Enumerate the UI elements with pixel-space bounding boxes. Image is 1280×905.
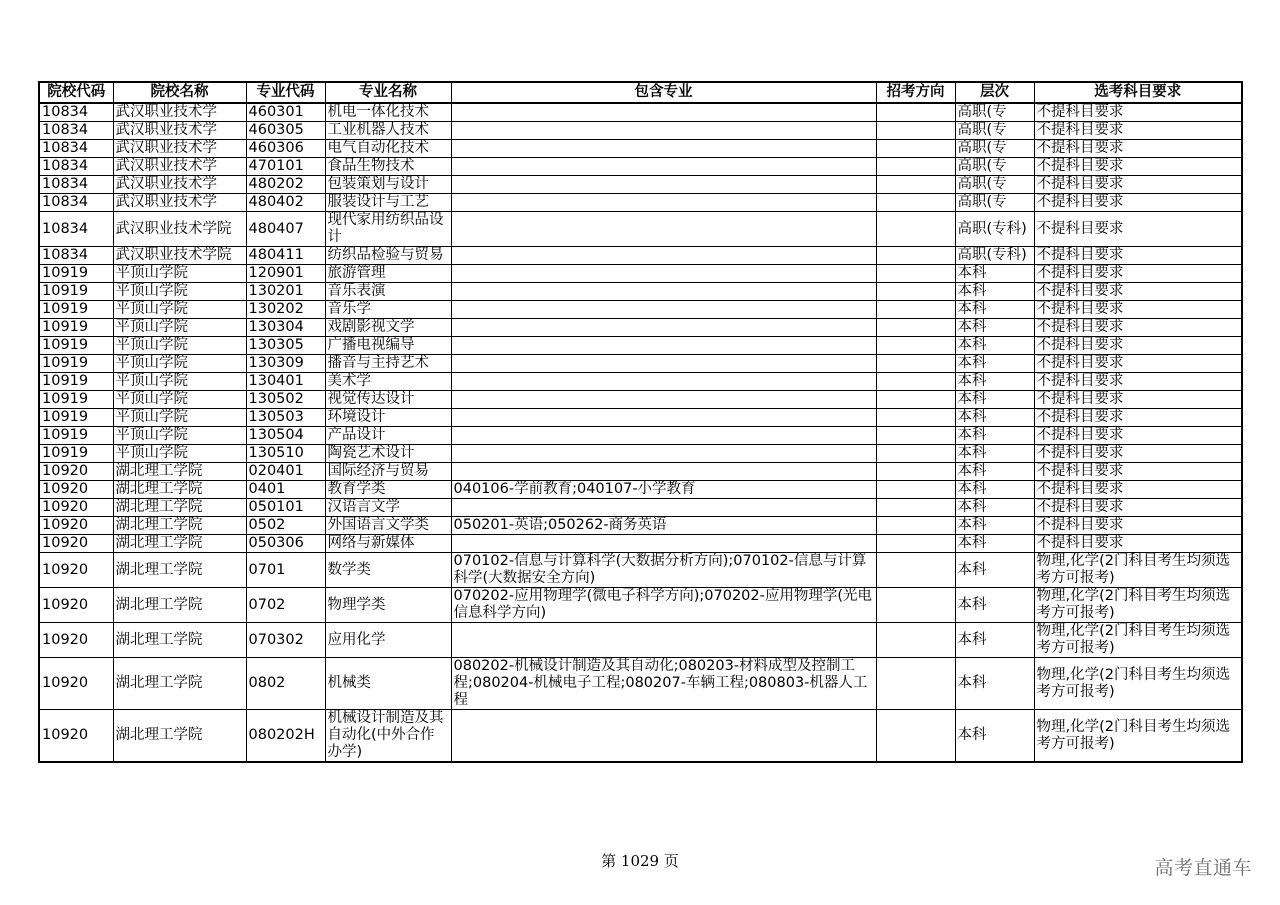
col-header-level: 层次: [955, 82, 1034, 103]
table-row: [39, 103, 1242, 122]
school-code-cell: 10919: [39, 409, 113, 427]
included-majors-cell: [451, 710, 876, 763]
major-code-cell: 070302: [246, 623, 325, 658]
subject-req-cell: 不提科目要求: [1034, 319, 1242, 337]
table-row: [39, 319, 1242, 337]
school-name-cell: 武汉职业技术学: [113, 103, 246, 122]
major-code-cell: 130401: [246, 373, 325, 391]
school-name-cell: 平顶山学院: [113, 301, 246, 319]
table-row: [39, 658, 1242, 710]
direction-cell: [876, 409, 955, 427]
school-code-cell: 10920: [39, 553, 113, 588]
level-cell: 高职(专: [955, 194, 1034, 212]
col-header-school-name: 院校名称: [113, 82, 246, 103]
major-code-cell: 130510: [246, 445, 325, 463]
school-code-cell: 10919: [39, 445, 113, 463]
included-majors-cell: [451, 301, 876, 319]
major-name-cell: 国际经济与贸易: [325, 463, 451, 481]
subject-req-cell: 不提科目要求: [1034, 463, 1242, 481]
direction-cell: [876, 212, 955, 247]
direction-cell: [876, 445, 955, 463]
table-row: [39, 481, 1242, 499]
col-header-major-code: 专业代码: [246, 82, 325, 103]
major-name-cell: 机械设计制造及其自动化(中外合作办学): [325, 710, 451, 763]
school-code-cell: 10834: [39, 212, 113, 247]
school-name-cell: 武汉职业技术学院: [113, 247, 246, 265]
included-majors-cell: [451, 176, 876, 194]
school-code-cell: 10920: [39, 658, 113, 710]
level-cell: 本科: [955, 319, 1034, 337]
school-name-cell: 武汉职业技术学院: [113, 212, 246, 247]
school-code-cell: 10834: [39, 194, 113, 212]
subject-req-cell: 物理,化学(2门科目考生均须选考方可报考): [1034, 710, 1242, 763]
page-number: 第 1029 页: [601, 852, 679, 870]
table-row: [39, 194, 1242, 212]
included-majors-cell: [451, 623, 876, 658]
table-row: [39, 265, 1242, 283]
major-name-cell: 广播电视编导: [325, 337, 451, 355]
included-majors-cell: [451, 391, 876, 409]
included-majors-cell: [451, 247, 876, 265]
major-code-cell: 0702: [246, 588, 325, 623]
direction-cell: [876, 337, 955, 355]
school-code-cell: 10920: [39, 588, 113, 623]
direction-cell: [876, 658, 955, 710]
table-row: [39, 588, 1242, 623]
included-majors-cell: [451, 283, 876, 301]
subject-req-cell: 不提科目要求: [1034, 158, 1242, 176]
subject-req-cell: 不提科目要求: [1034, 445, 1242, 463]
school-code-cell: 10919: [39, 319, 113, 337]
direction-cell: [876, 373, 955, 391]
direction-cell: [876, 553, 955, 588]
subject-req-cell: 不提科目要求: [1034, 373, 1242, 391]
major-name-cell: 戏剧影视文学: [325, 319, 451, 337]
subject-req-cell: 不提科目要求: [1034, 265, 1242, 283]
level-cell: 本科: [955, 445, 1034, 463]
school-name-cell: 湖北理工学院: [113, 535, 246, 553]
subject-req-cell: 不提科目要求: [1034, 481, 1242, 499]
included-majors-cell: [451, 355, 876, 373]
school-code-cell: 10834: [39, 140, 113, 158]
direction-cell: [876, 176, 955, 194]
included-majors-cell: 040106-学前教育;040107-小学教育: [451, 481, 876, 499]
included-majors-cell: [451, 103, 876, 122]
included-majors-cell: [451, 122, 876, 140]
level-cell: 本科: [955, 373, 1034, 391]
school-name-cell: 湖北理工学院: [113, 623, 246, 658]
level-cell: 本科: [955, 409, 1034, 427]
direction-cell: [876, 194, 955, 212]
major-name-cell: 纺织品检验与贸易: [325, 247, 451, 265]
major-code-cell: 480407: [246, 212, 325, 247]
major-name-cell: 教育学类: [325, 481, 451, 499]
level-cell: 本科: [955, 337, 1034, 355]
school-code-cell: 10834: [39, 176, 113, 194]
subject-req-cell: 不提科目要求: [1034, 517, 1242, 535]
school-name-cell: 湖北理工学院: [113, 553, 246, 588]
level-cell: 高职(专科): [955, 247, 1034, 265]
included-majors-cell: [451, 535, 876, 553]
school-code-cell: 10834: [39, 158, 113, 176]
major-name-cell: 音乐表演: [325, 283, 451, 301]
major-code-cell: 130504: [246, 427, 325, 445]
included-majors-cell: [451, 463, 876, 481]
school-name-cell: 湖北理工学院: [113, 710, 246, 763]
major-name-cell: 服装设计与工艺: [325, 194, 451, 212]
subject-req-cell: 物理,化学(2门科目考生均须选考方可报考): [1034, 553, 1242, 588]
included-majors-cell: 050201-英语;050262-商务英语: [451, 517, 876, 535]
included-majors-cell: 070102-信息与计算科学(大数据分析方向);070102-信息与计算科学(大数据安全方向): [451, 553, 876, 588]
table-row: [39, 553, 1242, 588]
subject-req-cell: 不提科目要求: [1034, 409, 1242, 427]
subject-req-cell: 不提科目要求: [1034, 247, 1242, 265]
included-majors-cell: [451, 337, 876, 355]
major-code-cell: 0502: [246, 517, 325, 535]
included-majors-cell: [451, 373, 876, 391]
school-name-cell: 平顶山学院: [113, 283, 246, 301]
included-majors-cell: 080202-机械设计制造及其自动化;080203-材料成型及控制工程;080204-机械电子工程;080207-车辆工程;080803-机器人工程: [451, 658, 876, 710]
major-code-cell: 120901: [246, 265, 325, 283]
table-row: [39, 247, 1242, 265]
included-majors-cell: 070202-应用物理学(微电子科学方向);070202-应用物理学(光电信息科学方向): [451, 588, 876, 623]
school-code-cell: 10834: [39, 122, 113, 140]
direction-cell: [876, 301, 955, 319]
school-code-cell: 10920: [39, 535, 113, 553]
school-code-cell: 10920: [39, 463, 113, 481]
direction-cell: [876, 710, 955, 763]
direction-cell: [876, 427, 955, 445]
subject-req-cell: 物理,化学(2门科目考生均须选考方可报考): [1034, 658, 1242, 710]
subject-req-cell: 不提科目要求: [1034, 194, 1242, 212]
major-name-cell: 应用化学: [325, 623, 451, 658]
level-cell: 本科: [955, 265, 1034, 283]
level-cell: 本科: [955, 463, 1034, 481]
school-name-cell: 武汉职业技术学: [113, 122, 246, 140]
subject-req-cell: 不提科目要求: [1034, 535, 1242, 553]
level-cell: 高职(专: [955, 140, 1034, 158]
direction-cell: [876, 103, 955, 122]
major-code-cell: 460305: [246, 122, 325, 140]
table-row: [39, 517, 1242, 535]
subject-req-cell: 不提科目要求: [1034, 337, 1242, 355]
school-code-cell: 10834: [39, 103, 113, 122]
table-row: [39, 283, 1242, 301]
school-name-cell: 平顶山学院: [113, 427, 246, 445]
included-majors-cell: [451, 409, 876, 427]
direction-cell: [876, 481, 955, 499]
major-code-cell: 130503: [246, 409, 325, 427]
level-cell: 本科: [955, 710, 1034, 763]
school-name-cell: 平顶山学院: [113, 337, 246, 355]
major-name-cell: 数学类: [325, 553, 451, 588]
major-name-cell: 电气自动化技术: [325, 140, 451, 158]
subject-req-cell: 不提科目要求: [1034, 122, 1242, 140]
major-name-cell: 播音与主持艺术: [325, 355, 451, 373]
major-code-cell: 130201: [246, 283, 325, 301]
table-row: [39, 373, 1242, 391]
major-name-cell: 视觉传达设计: [325, 391, 451, 409]
table-row: [39, 499, 1242, 517]
level-cell: 高职(专: [955, 103, 1034, 122]
level-cell: 本科: [955, 427, 1034, 445]
school-name-cell: 湖北理工学院: [113, 658, 246, 710]
major-name-cell: 物理学类: [325, 588, 451, 623]
admission-table: [38, 81, 1243, 763]
major-name-cell: 汉语言文学: [325, 499, 451, 517]
major-name-cell: 美术学: [325, 373, 451, 391]
included-majors-cell: [451, 212, 876, 247]
direction-cell: [876, 283, 955, 301]
major-code-cell: 130309: [246, 355, 325, 373]
table-row: [39, 463, 1242, 481]
table-row: [39, 445, 1242, 463]
major-name-cell: 旅游管理: [325, 265, 451, 283]
level-cell: 本科: [955, 517, 1034, 535]
col-header-direction: 招考方向: [876, 82, 955, 103]
direction-cell: [876, 588, 955, 623]
school-code-cell: 10919: [39, 373, 113, 391]
table-row: [39, 391, 1242, 409]
major-code-cell: 130305: [246, 337, 325, 355]
school-code-cell: 10834: [39, 247, 113, 265]
major-name-cell: 外国语言文学类: [325, 517, 451, 535]
level-cell: 本科: [955, 481, 1034, 499]
major-name-cell: 产品设计: [325, 427, 451, 445]
subject-req-cell: 不提科目要求: [1034, 391, 1242, 409]
level-cell: 本科: [955, 623, 1034, 658]
included-majors-cell: [451, 140, 876, 158]
table-row: [39, 122, 1242, 140]
major-code-cell: 480402: [246, 194, 325, 212]
school-code-cell: 10920: [39, 710, 113, 763]
major-code-cell: 080202H: [246, 710, 325, 763]
col-header-included-majors: 包含专业: [451, 82, 876, 103]
school-name-cell: 湖北理工学院: [113, 463, 246, 481]
major-code-cell: 470101: [246, 158, 325, 176]
major-name-cell: 音乐学: [325, 301, 451, 319]
table-row: [39, 301, 1242, 319]
level-cell: 高职(专: [955, 176, 1034, 194]
school-code-cell: 10920: [39, 623, 113, 658]
direction-cell: [876, 499, 955, 517]
major-name-cell: 包装策划与设计: [325, 176, 451, 194]
direction-cell: [876, 463, 955, 481]
subject-req-cell: 物理,化学(2门科目考生均须选考方可报考): [1034, 623, 1242, 658]
subject-req-cell: 不提科目要求: [1034, 301, 1242, 319]
school-code-cell: 10920: [39, 481, 113, 499]
included-majors-cell: [451, 265, 876, 283]
major-code-cell: 050101: [246, 499, 325, 517]
col-header-school-code: 院校代码: [39, 82, 113, 103]
subject-req-cell: 不提科目要求: [1034, 283, 1242, 301]
subject-req-cell: 不提科目要求: [1034, 355, 1242, 373]
school-name-cell: 平顶山学院: [113, 445, 246, 463]
major-code-cell: 130502: [246, 391, 325, 409]
major-code-cell: 0701: [246, 553, 325, 588]
major-name-cell: 食品生物技术: [325, 158, 451, 176]
subject-req-cell: 不提科目要求: [1034, 499, 1242, 517]
direction-cell: [876, 158, 955, 176]
table-row: [39, 176, 1242, 194]
level-cell: 本科: [955, 499, 1034, 517]
included-majors-cell: [451, 319, 876, 337]
school-name-cell: 平顶山学院: [113, 319, 246, 337]
school-name-cell: 湖北理工学院: [113, 481, 246, 499]
table-row: [39, 409, 1242, 427]
table-row: [39, 337, 1242, 355]
level-cell: 本科: [955, 355, 1034, 373]
school-code-cell: 10919: [39, 391, 113, 409]
table-row: [39, 710, 1242, 763]
school-name-cell: 武汉职业技术学: [113, 194, 246, 212]
table-row: [39, 158, 1242, 176]
level-cell: 本科: [955, 588, 1034, 623]
level-cell: 本科: [955, 391, 1034, 409]
direction-cell: [876, 517, 955, 535]
major-code-cell: 460306: [246, 140, 325, 158]
level-cell: 高职(专: [955, 122, 1034, 140]
level-cell: 本科: [955, 283, 1034, 301]
direction-cell: [876, 140, 955, 158]
direction-cell: [876, 391, 955, 409]
school-name-cell: 平顶山学院: [113, 265, 246, 283]
school-code-cell: 10919: [39, 265, 113, 283]
col-header-major-name: 专业名称: [325, 82, 451, 103]
school-code-cell: 10920: [39, 517, 113, 535]
school-name-cell: 湖北理工学院: [113, 499, 246, 517]
major-name-cell: 陶瓷艺术设计: [325, 445, 451, 463]
major-code-cell: 020401: [246, 463, 325, 481]
direction-cell: [876, 535, 955, 553]
direction-cell: [876, 355, 955, 373]
level-cell: 高职(专科): [955, 212, 1034, 247]
school-name-cell: 武汉职业技术学: [113, 158, 246, 176]
header-row: [39, 82, 1242, 103]
direction-cell: [876, 265, 955, 283]
major-code-cell: 480202: [246, 176, 325, 194]
major-code-cell: 130202: [246, 301, 325, 319]
included-majors-cell: [451, 427, 876, 445]
direction-cell: [876, 122, 955, 140]
subject-req-cell: 不提科目要求: [1034, 140, 1242, 158]
school-name-cell: 武汉职业技术学: [113, 176, 246, 194]
included-majors-cell: [451, 499, 876, 517]
table-row: [39, 140, 1242, 158]
major-name-cell: 机械类: [325, 658, 451, 710]
table-row: [39, 427, 1242, 445]
school-name-cell: 平顶山学院: [113, 409, 246, 427]
included-majors-cell: [451, 158, 876, 176]
major-name-cell: 现代家用纺织品设计: [325, 212, 451, 247]
table-body: [39, 103, 1242, 762]
level-cell: 本科: [955, 301, 1034, 319]
table-row: [39, 212, 1242, 247]
table-row: [39, 623, 1242, 658]
subject-req-cell: 不提科目要求: [1034, 176, 1242, 194]
level-cell: 本科: [955, 535, 1034, 553]
subject-req-cell: 不提科目要求: [1034, 212, 1242, 247]
level-cell: 高职(专: [955, 158, 1034, 176]
major-name-cell: 网络与新媒体: [325, 535, 451, 553]
major-name-cell: 环境设计: [325, 409, 451, 427]
subject-req-cell: 不提科目要求: [1034, 427, 1242, 445]
included-majors-cell: [451, 445, 876, 463]
level-cell: 本科: [955, 553, 1034, 588]
school-name-cell: 湖北理工学院: [113, 517, 246, 535]
major-code-cell: 0802: [246, 658, 325, 710]
major-name-cell: 机电一体化技术: [325, 103, 451, 122]
major-code-cell: 0401: [246, 481, 325, 499]
school-code-cell: 10919: [39, 337, 113, 355]
school-code-cell: 10919: [39, 427, 113, 445]
school-code-cell: 10919: [39, 355, 113, 373]
direction-cell: [876, 247, 955, 265]
direction-cell: [876, 623, 955, 658]
watermark-text: 高考直通车: [1154, 857, 1252, 879]
table-row: [39, 355, 1242, 373]
subject-req-cell: 物理,化学(2门科目考生均须选考方可报考): [1034, 588, 1242, 623]
direction-cell: [876, 319, 955, 337]
major-code-cell: 480411: [246, 247, 325, 265]
school-code-cell: 10919: [39, 301, 113, 319]
school-name-cell: 平顶山学院: [113, 391, 246, 409]
major-code-cell: 460301: [246, 103, 325, 122]
level-cell: 本科: [955, 658, 1034, 710]
school-code-cell: 10919: [39, 283, 113, 301]
major-code-cell: 050306: [246, 535, 325, 553]
major-name-cell: 工业机器人技术: [325, 122, 451, 140]
school-name-cell: 武汉职业技术学: [113, 140, 246, 158]
table-row: [39, 535, 1242, 553]
school-name-cell: 平顶山学院: [113, 373, 246, 391]
major-code-cell: 130304: [246, 319, 325, 337]
school-name-cell: 湖北理工学院: [113, 588, 246, 623]
school-code-cell: 10920: [39, 499, 113, 517]
subject-req-cell: 不提科目要求: [1034, 103, 1242, 122]
school-name-cell: 平顶山学院: [113, 355, 246, 373]
included-majors-cell: [451, 194, 876, 212]
col-header-subject-req: 选考科目要求: [1034, 82, 1242, 103]
